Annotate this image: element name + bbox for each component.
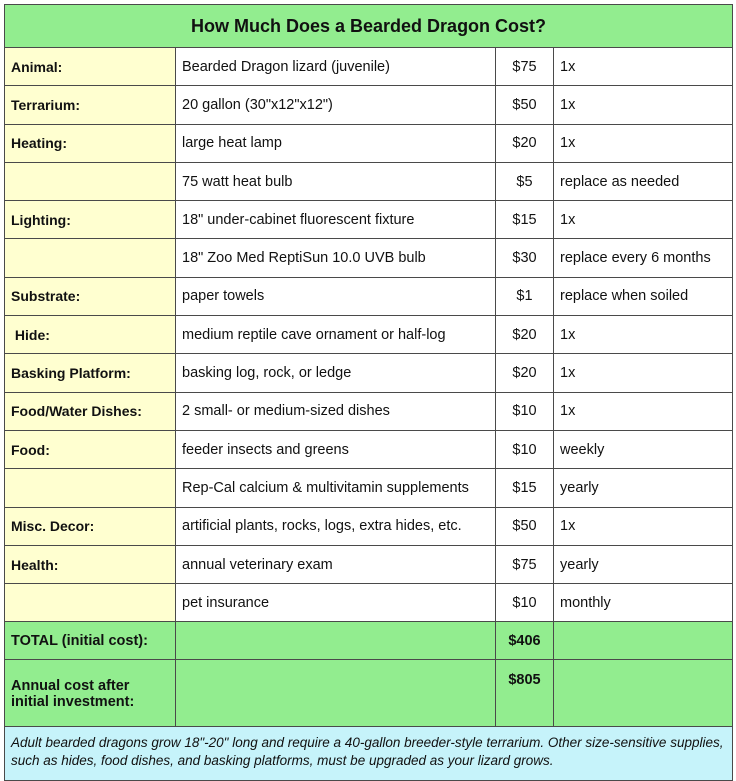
item-cell: medium reptile cave ornament or half-log	[176, 316, 496, 354]
frequency-cell: weekly	[554, 430, 733, 468]
price-cell: $75	[496, 545, 554, 583]
price-cell: $10	[496, 430, 554, 468]
item-cell: 18" Zoo Med ReptiSun 10.0 UVB bulb	[176, 239, 496, 277]
price-cell: $30	[496, 239, 554, 277]
item-cell: Rep-Cal calcium & multivitamin supplements	[176, 469, 496, 507]
total-value: $406	[496, 622, 554, 660]
frequency-cell: replace every 6 months	[554, 239, 733, 277]
category-cell: Substrate:	[5, 277, 176, 315]
item-cell: 20 gallon (30"x12"x12")	[176, 86, 496, 124]
table-row	[5, 545, 733, 583]
price-cell: $5	[496, 162, 554, 200]
frequency-cell: yearly	[554, 469, 733, 507]
table-row	[5, 48, 733, 86]
total-empty-cell	[176, 622, 496, 660]
table-row	[5, 584, 733, 622]
table-row	[5, 392, 733, 430]
note-row	[5, 727, 733, 781]
table-row	[5, 507, 733, 545]
price-cell: $10	[496, 392, 554, 430]
price-cell: $10	[496, 584, 554, 622]
frequency-cell: 1x	[554, 354, 733, 392]
table-row	[5, 316, 733, 354]
table-row	[5, 201, 733, 239]
item-cell: pet insurance	[176, 584, 496, 622]
price-cell: $20	[496, 316, 554, 354]
price-cell: $50	[496, 86, 554, 124]
category-cell: Heating:	[5, 124, 176, 162]
price-cell: $20	[496, 354, 554, 392]
item-cell: Bearded Dragon lizard (juvenile)	[176, 48, 496, 86]
table-row	[5, 354, 733, 392]
item-cell: 2 small- or medium-sized dishes	[176, 392, 496, 430]
annual-empty-cell-2	[554, 660, 733, 727]
total-row	[5, 622, 733, 660]
annual-label	[5, 660, 176, 727]
category-cell: Animal:	[5, 48, 176, 86]
table-row	[5, 469, 733, 507]
category-cell: Food/Water Dishes:	[5, 392, 176, 430]
price-cell: $15	[496, 201, 554, 239]
table-row	[5, 239, 733, 277]
total-empty-cell-2	[554, 622, 733, 660]
table-row	[5, 124, 733, 162]
frequency-cell: 1x	[554, 392, 733, 430]
frequency-cell: monthly	[554, 584, 733, 622]
frequency-cell: 1x	[554, 48, 733, 86]
table-row	[5, 430, 733, 468]
annual-row	[5, 660, 733, 727]
item-cell: artificial plants, rocks, logs, extra hides, etc.	[176, 507, 496, 545]
category-cell: Health:	[5, 545, 176, 583]
table-title: How Much Does a Bearded Dragon Cost?	[5, 5, 733, 48]
item-cell: annual veterinary exam	[176, 545, 496, 583]
frequency-cell: replace as needed	[554, 162, 733, 200]
frequency-cell: 1x	[554, 507, 733, 545]
cost-table	[4, 4, 733, 781]
cost-table-container	[4, 4, 732, 781]
item-cell: 75 watt heat bulb	[176, 162, 496, 200]
item-cell: paper towels	[176, 277, 496, 315]
size-note: Adult bearded dragons grow 18"-20" long and require a 40-gallon breeder-style terrarium. Other size-sensitive supplies, such as hides, food dishes, and basking platforms, must be upgraded as your lizard grows.	[5, 727, 733, 781]
price-cell: $50	[496, 507, 554, 545]
annual-label-line1: Annual cost after	[11, 678, 130, 695]
category-cell	[5, 239, 176, 277]
frequency-cell: 1x	[554, 86, 733, 124]
item-cell: basking log, rock, or ledge	[176, 354, 496, 392]
price-cell: $1	[496, 277, 554, 315]
category-cell	[5, 469, 176, 507]
item-cell: large heat lamp	[176, 124, 496, 162]
category-cell: Basking Platform:	[5, 354, 176, 392]
category-cell	[5, 584, 176, 622]
frequency-cell: replace when soiled	[554, 277, 733, 315]
frequency-cell: 1x	[554, 201, 733, 239]
item-cell: feeder insects and greens	[176, 430, 496, 468]
annual-value: $805	[496, 660, 554, 727]
item-cell: 18" under-cabinet fluorescent fixture	[176, 201, 496, 239]
table-row	[5, 86, 733, 124]
price-cell: $15	[496, 469, 554, 507]
frequency-cell: 1x	[554, 124, 733, 162]
category-cell	[5, 162, 176, 200]
price-cell: $75	[496, 48, 554, 86]
price-cell: $20	[496, 124, 554, 162]
total-label: TOTAL (initial cost):	[5, 622, 176, 660]
category-cell: Lighting:	[5, 201, 176, 239]
category-cell: Hide:	[5, 316, 176, 354]
table-row	[5, 162, 733, 200]
frequency-cell: 1x	[554, 316, 733, 354]
table-row	[5, 277, 733, 315]
category-cell: Misc. Decor:	[5, 507, 176, 545]
frequency-cell: yearly	[554, 545, 733, 583]
annual-empty-cell	[176, 660, 496, 727]
category-cell: Terrarium:	[5, 86, 176, 124]
annual-label-line2: initial investment:	[11, 694, 135, 711]
category-cell: Food:	[5, 430, 176, 468]
